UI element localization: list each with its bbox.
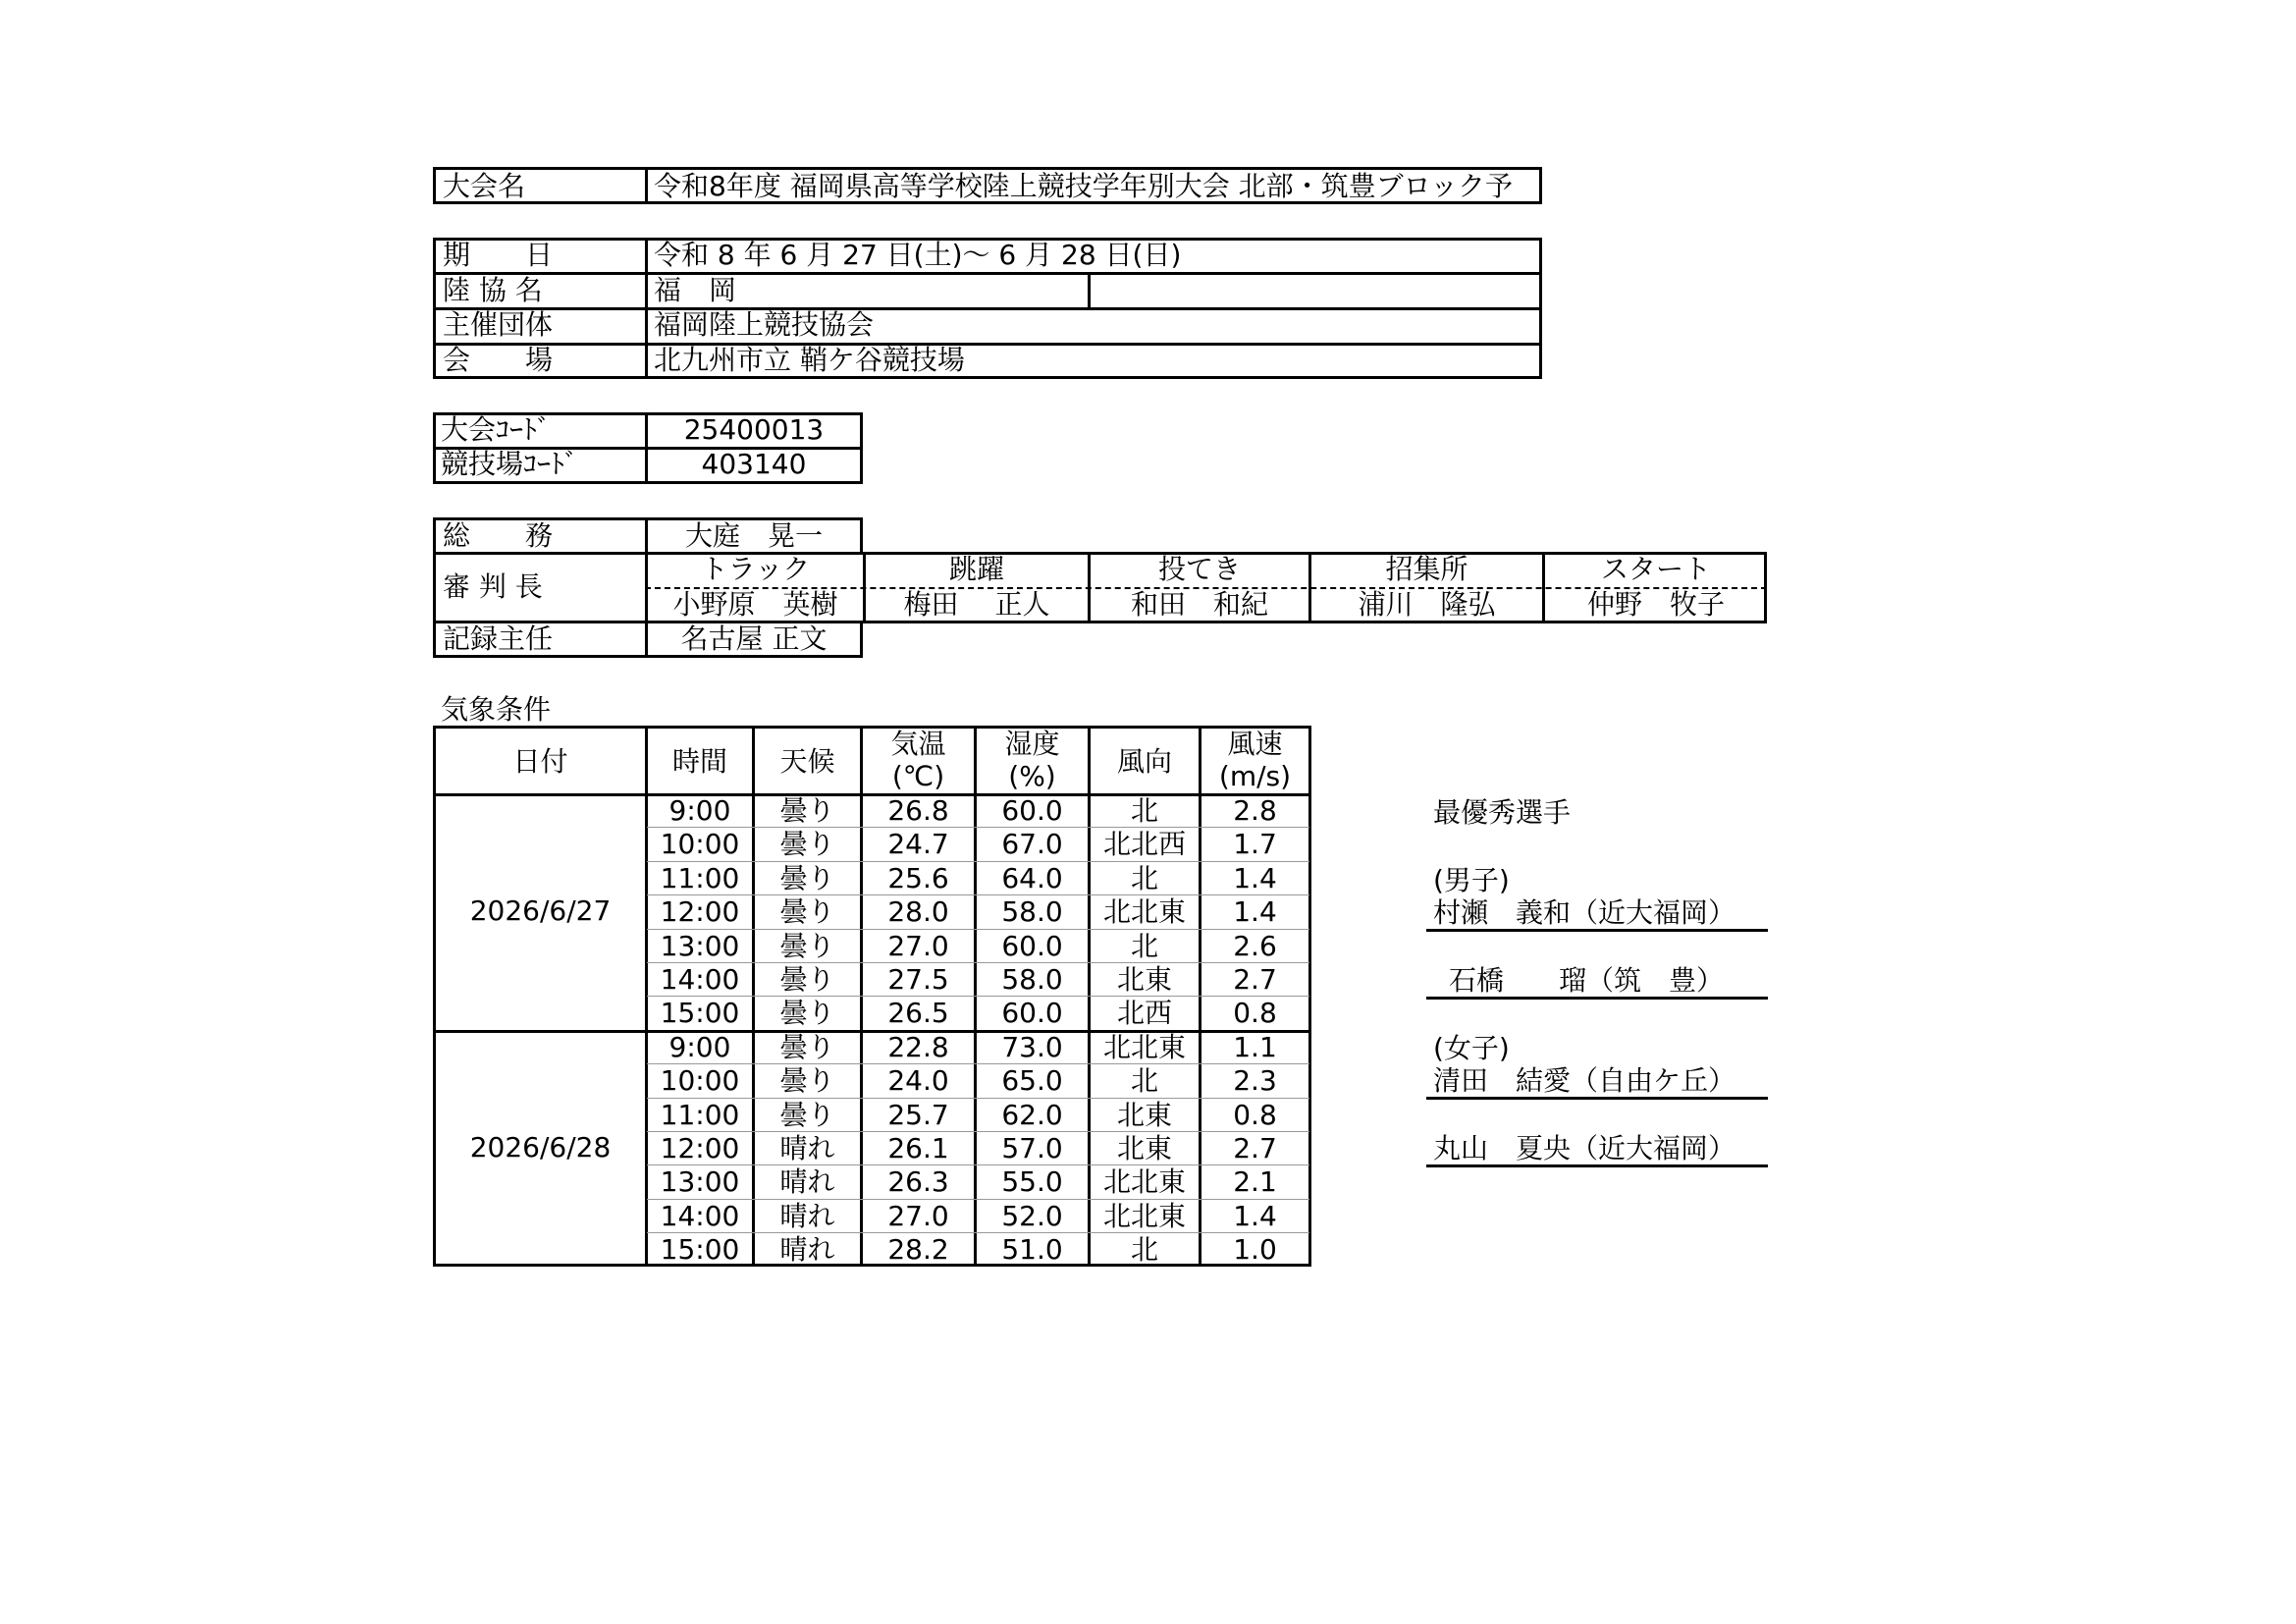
weather-cell-dir: 北 bbox=[1130, 861, 1158, 894]
weather-cell-dir: 北 bbox=[1130, 929, 1158, 962]
weather-header-temp-unit: (℃) bbox=[891, 760, 945, 792]
weather-cell-hum: 55.0 bbox=[1001, 1165, 1063, 1199]
weather-header-wind-dir: 風向 bbox=[1116, 745, 1172, 778]
weather-cell-temp: 26.1 bbox=[887, 1132, 949, 1164]
meet-code-label: 大会ｺｰﾄﾞ bbox=[441, 413, 552, 446]
weather-title: 気象条件 bbox=[441, 693, 552, 726]
weather-cell-dir: 北西 bbox=[1116, 997, 1172, 1030]
mvp-female-label: (女子) bbox=[1433, 1032, 1510, 1064]
weather-cell-dir: 北 bbox=[1130, 1233, 1158, 1267]
organizer-value: 福岡陸上競技協会 bbox=[654, 308, 875, 341]
weather-cell-temp: 27.5 bbox=[887, 963, 949, 996]
assoc-value: 福 岡 bbox=[654, 274, 737, 306]
weather-cell-hum: 65.0 bbox=[1001, 1064, 1063, 1098]
weather-cell-temp: 24.0 bbox=[887, 1064, 949, 1098]
weather-cell-temp: 28.0 bbox=[887, 895, 949, 929]
meet-name-divider bbox=[645, 167, 648, 204]
weather-cell-time: 13:00 bbox=[660, 929, 740, 962]
weather-cell-sky: 曇り bbox=[779, 895, 835, 929]
weather-cell-sky: 曇り bbox=[779, 1064, 835, 1098]
weather-cell-speed: 2.3 bbox=[1233, 1064, 1277, 1098]
weather-cell-speed: 1.0 bbox=[1233, 1233, 1277, 1267]
weather-cell-speed: 2.6 bbox=[1233, 929, 1277, 962]
meet-name-value: 令和8年度 福岡県高等学校陸上競技学年別大会 北部・筑豊ブロック予 bbox=[654, 170, 1514, 202]
weather-cell-speed: 0.8 bbox=[1233, 1098, 1277, 1131]
weather-cell-temp: 24.7 bbox=[887, 828, 949, 861]
weather-cell-hum: 60.0 bbox=[1001, 794, 1063, 827]
referee-role-throw: 投てき bbox=[1157, 553, 1241, 585]
weather-cell-hum: 57.0 bbox=[1001, 1132, 1063, 1164]
weather-cell-sky: 晴れ bbox=[779, 1165, 835, 1199]
weather-cell-temp: 22.8 bbox=[887, 1030, 949, 1063]
weather-cell-sky: 曇り bbox=[779, 861, 835, 894]
mvp-underline bbox=[1426, 929, 1768, 932]
weather-cell-dir: 北北東 bbox=[1102, 1199, 1186, 1232]
weather-cell-speed: 1.4 bbox=[1233, 895, 1277, 929]
weather-cell-dir: 北北西 bbox=[1102, 828, 1186, 861]
weather-cell-temp: 25.7 bbox=[887, 1098, 949, 1131]
weather-cell-sky: 晴れ bbox=[779, 1199, 835, 1232]
general-affairs-label: 総 務 bbox=[443, 519, 554, 552]
referee-name-callroom: 浦川 隆弘 bbox=[1358, 588, 1496, 621]
weather-cell-dir: 北 bbox=[1130, 794, 1158, 827]
assoc-label: 陸 協 名 bbox=[443, 274, 543, 306]
mvp-underline bbox=[1426, 997, 1768, 1000]
weather-cell-speed: 2.7 bbox=[1233, 1132, 1277, 1164]
weather-cell-hum: 62.0 bbox=[1001, 1098, 1063, 1131]
date-label: 期 日 bbox=[443, 239, 554, 271]
stadium-code-value: 403140 bbox=[701, 448, 807, 480]
venue-value: 北九州市立 鞘ケ谷競技場 bbox=[654, 344, 965, 376]
mvp-female-1: 清田 結愛（自由ケ丘） bbox=[1433, 1064, 1736, 1097]
weather-cell-sky: 曇り bbox=[779, 929, 835, 962]
weather-cell-speed: 0.8 bbox=[1233, 997, 1277, 1030]
assoc-divider bbox=[1088, 272, 1091, 307]
weather-cell-dir: 北北東 bbox=[1102, 1030, 1186, 1063]
referee-name-jump: 梅田 正人 bbox=[903, 588, 1050, 621]
referee-role-track: トラック bbox=[700, 553, 811, 585]
weather-cell-speed: 2.7 bbox=[1233, 963, 1277, 996]
mvp-underline bbox=[1426, 1164, 1768, 1167]
record-chief-name: 名古屋 正文 bbox=[680, 623, 828, 655]
weather-cell-time: 13:00 bbox=[660, 1165, 740, 1199]
meet-info-row-line bbox=[433, 343, 1542, 346]
weather-header-time: 時間 bbox=[671, 745, 727, 778]
organizer-label: 主催団体 bbox=[443, 308, 554, 341]
weather-cell-time: 11:00 bbox=[660, 1098, 740, 1131]
mvp-underline bbox=[1426, 1097, 1768, 1100]
weather-cell-time: 14:00 bbox=[660, 1199, 740, 1232]
date-value: 令和 8 年 6 月 27 日(土)～ 6 月 28 日(日) bbox=[654, 239, 1182, 271]
weather-cell-hum: 60.0 bbox=[1001, 929, 1063, 962]
weather-cell-dir: 北 bbox=[1130, 1064, 1158, 1098]
referee-role-callroom: 招集所 bbox=[1385, 553, 1468, 585]
weather-cell-sky: 曇り bbox=[779, 828, 835, 861]
referee-name-throw: 和田 和紀 bbox=[1130, 588, 1268, 621]
weather-cell-hum: 58.0 bbox=[1001, 895, 1063, 929]
weather-cell-temp: 27.0 bbox=[887, 1199, 949, 1232]
mvp-male-1: 村瀬 義和（近大福岡） bbox=[1433, 896, 1736, 929]
referee-role-start: スタート bbox=[1600, 553, 1711, 585]
weather-cell-sky: 曇り bbox=[779, 963, 835, 996]
weather-cell-temp: 26.3 bbox=[887, 1165, 949, 1199]
weather-cell-temp: 26.8 bbox=[887, 794, 949, 827]
mvp-title: 最優秀選手 bbox=[1433, 796, 1572, 829]
meet-name-label: 大会名 bbox=[443, 170, 526, 202]
weather-header-humidity: 湿度 bbox=[1004, 728, 1060, 760]
weather-cell-sky: 曇り bbox=[779, 997, 835, 1030]
referee-name-start: 仲野 牧子 bbox=[1586, 588, 1725, 621]
weather-cell-dir: 北北東 bbox=[1102, 1165, 1186, 1199]
weather-cell-hum: 73.0 bbox=[1001, 1030, 1063, 1063]
stadium-code-label: 競技場ｺｰﾄﾞ bbox=[441, 448, 579, 480]
referee-label: 審 判 長 bbox=[443, 570, 543, 603]
weather-cell-time: 15:00 bbox=[660, 997, 740, 1030]
weather-cell-time: 9:00 bbox=[668, 794, 731, 827]
weather-cell-time: 10:00 bbox=[660, 1064, 740, 1098]
weather-cell-speed: 1.4 bbox=[1233, 1199, 1277, 1232]
weather-cell-speed: 1.4 bbox=[1233, 861, 1277, 894]
weather-cell-dir: 北東 bbox=[1116, 1132, 1172, 1164]
weather-cell-hum: 51.0 bbox=[1001, 1233, 1063, 1267]
weather-cell-speed: 1.7 bbox=[1233, 828, 1277, 861]
weather-cell-time: 15:00 bbox=[660, 1233, 740, 1267]
weather-cell-hum: 52.0 bbox=[1001, 1199, 1063, 1232]
weather-cell-temp: 25.6 bbox=[887, 861, 949, 894]
weather-cell-time: 11:00 bbox=[660, 861, 740, 894]
referee-role-jump: 跳躍 bbox=[948, 553, 1004, 585]
weather-cell-sky: 曇り bbox=[779, 1098, 835, 1131]
referee-name-track: 小野原 英樹 bbox=[672, 588, 838, 621]
mvp-male-2: 石橋 瑠（筑 豊） bbox=[1449, 964, 1725, 997]
weather-cell-speed: 2.8 bbox=[1233, 794, 1277, 827]
weather-cell-temp: 26.5 bbox=[887, 997, 949, 1030]
weather-cell-speed: 2.1 bbox=[1233, 1165, 1277, 1199]
weather-cell-dir: 北北東 bbox=[1102, 895, 1186, 929]
weather-cell-time: 9:00 bbox=[668, 1030, 731, 1063]
weather-cell-dir: 北東 bbox=[1116, 1098, 1172, 1131]
venue-label: 会 場 bbox=[443, 344, 554, 376]
weather-header-temp: 気温 bbox=[890, 728, 946, 760]
weather-cell-time: 14:00 bbox=[660, 963, 740, 996]
weather-header-sky: 天候 bbox=[779, 745, 835, 778]
weather-cell-time: 12:00 bbox=[660, 1132, 740, 1164]
weather-cell-hum: 67.0 bbox=[1001, 828, 1063, 861]
weather-cell-hum: 58.0 bbox=[1001, 963, 1063, 996]
mvp-female-2: 丸山 夏央（近大福岡） bbox=[1433, 1132, 1736, 1164]
meet-info-row-line bbox=[433, 272, 1542, 275]
weather-header-wind-speed: 風速 bbox=[1227, 728, 1283, 760]
weather-day-date: 2026/6/27 bbox=[469, 894, 612, 928]
weather-cell-hum: 64.0 bbox=[1001, 861, 1063, 894]
meet-code-value: 25400013 bbox=[683, 413, 825, 446]
weather-header-date: 日付 bbox=[512, 745, 568, 778]
weather-cell-sky: 曇り bbox=[779, 1030, 835, 1063]
weather-cell-speed: 1.1 bbox=[1233, 1030, 1277, 1063]
weather-cell-time: 10:00 bbox=[660, 828, 740, 861]
weather-cell-time: 12:00 bbox=[660, 895, 740, 929]
weather-cell-sky: 晴れ bbox=[779, 1233, 835, 1267]
weather-header-humidity-unit: (%) bbox=[1008, 760, 1056, 792]
mvp-male-label: (男子) bbox=[1433, 864, 1510, 896]
weather-day-date: 2026/6/28 bbox=[469, 1131, 612, 1164]
general-affairs-name: 大庭 晃一 bbox=[684, 519, 823, 552]
record-chief-label: 記録主任 bbox=[443, 623, 554, 655]
weather-cell-temp: 28.2 bbox=[887, 1233, 949, 1267]
meet-info-row-line bbox=[433, 307, 1542, 310]
weather-cell-sky: 晴れ bbox=[779, 1132, 835, 1164]
weather-cell-hum: 60.0 bbox=[1001, 997, 1063, 1030]
weather-cell-sky: 曇り bbox=[779, 794, 835, 827]
weather-header-wind-unit: (m/s) bbox=[1218, 760, 1292, 792]
weather-cell-temp: 27.0 bbox=[887, 929, 949, 962]
weather-cell-dir: 北東 bbox=[1116, 963, 1172, 996]
